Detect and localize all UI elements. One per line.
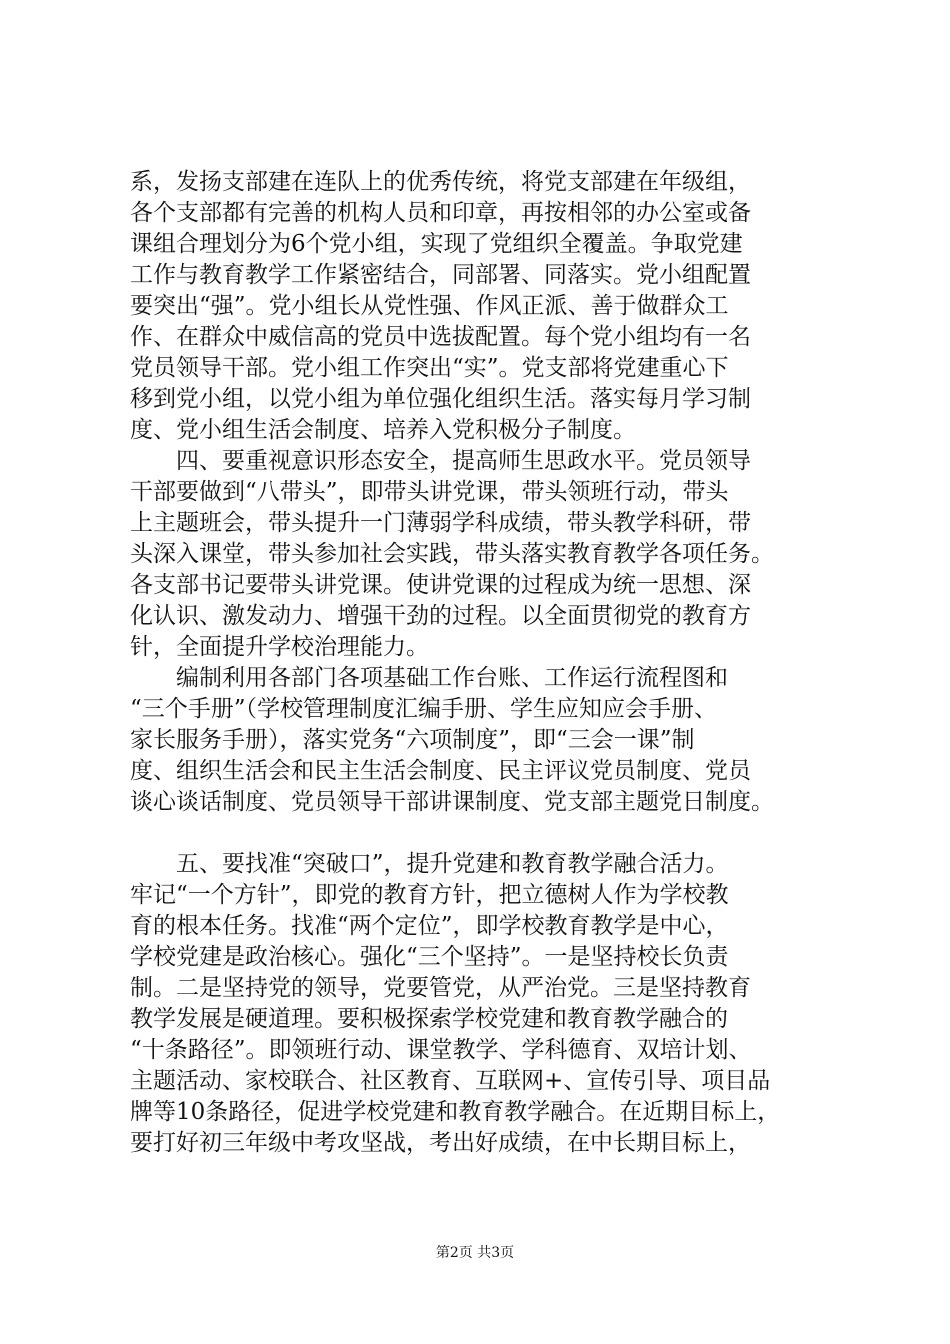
text-line: 五、要找准“突破口”，提升党建和教育教学融合活力。: [130, 851, 729, 877]
text-line: 移到党小组，以党小组为单位强化组织生活。落实每月学习制: [130, 386, 751, 412]
text-line: 针，全面提升学校治理能力。: [130, 634, 429, 660]
text-line: 党员领导干部。党小组工作突出“实”。党支部将党建重心下: [130, 355, 729, 381]
document-body: [130, 167, 830, 1159]
text-line: “十条路径”。即领班行动、课堂教学、学科德育、双培计划、: [130, 1037, 752, 1063]
text-line: 育的根本任务。找准“两个定位”，即学校教育教学是中心，: [130, 913, 729, 939]
text-line: 牌等10条路径，促进学校党建和教育教学融合。在近期目标上，: [130, 1099, 781, 1125]
text-line: 化认识、激发动力、增强干劲的过程。以全面贯彻党的教育方: [130, 603, 751, 629]
text-line: 家长服务手册），落实党务“六项制度”，即“三会一课”制: [130, 727, 695, 753]
text-line: 干部要做到“八带头”，即带头讲党课，带头领班行动，带头: [130, 479, 729, 505]
text-line: 课组合理划分为6个党小组，实现了党组织全覆盖。争取党建: [130, 231, 743, 257]
text-line: 主题活动、家校联合、社区教育、互联网+、宣传引导、项目品: [130, 1068, 771, 1094]
text-line: 学校党建是政治核心。强化“三个坚持”。一是坚持校长负责: [130, 944, 729, 970]
blank-line: [130, 818, 830, 849]
text-line: 作、在群众中威信高的党员中选拔配置。每个党小组均有一名: [130, 324, 751, 350]
text-line: 要打好初三年级中考攻坚战，考出好成绩，在中长期目标上，: [130, 1130, 751, 1156]
text-line: 要突出“强”。党小组长从党性强、作风正派、善于做群众工: [130, 293, 729, 319]
text-line: 编制利用各部门各项基础工作台账、工作运行流程图和: [130, 665, 728, 691]
text-line: 谈心谈话制度、党员领导干部讲课制度、党支部主题党日制度。: [130, 789, 774, 815]
text-line: 制。二是坚持党的领导，党要管党，从严治党。三是坚持教育: [130, 975, 751, 1001]
text-line: 教学发展是硬道理。要积极探索学校党建和教育教学融合的: [130, 1006, 728, 1032]
text-line: 度、党小组生活会制度、培养入党积极分子制度。: [130, 417, 636, 443]
text-line: 四、要重视意识形态安全，提高师生思政水平。党员领导: [130, 448, 751, 474]
text-line: 度、组织生活会和民主生活会制度、民主评议党员制度、党员: [130, 758, 751, 784]
text-line: 工作与教育教学工作紧密结合，同部署、同落实。党小组配置: [130, 262, 751, 288]
text-line: 牢记“一个方针”，即党的教育方针，把立德树人作为学校教: [130, 882, 729, 908]
text-line: “三个手册”（学校管理制度汇编手册、学生应知应会手册、: [130, 696, 718, 722]
text-line: 上主题班会，带头提升一门薄弱学科成绩，带头教学科研，带: [130, 510, 751, 536]
page-footer: 第2页 共3页: [435, 1245, 515, 1261]
text-line: 各支部书记要带头讲党课。使讲党课的过程成为统一思想、深: [130, 572, 751, 598]
text-line: 各个支部都有完善的机构人员和印章，再按相邻的办公室或备: [130, 200, 751, 226]
text-line: 头深入课堂，带头参加社会实践，带头落实教育教学各项任务。: [130, 541, 774, 567]
text-line: 系，发扬支部建在连队上的优秀传统，将党支部建在年级组，: [130, 169, 751, 195]
